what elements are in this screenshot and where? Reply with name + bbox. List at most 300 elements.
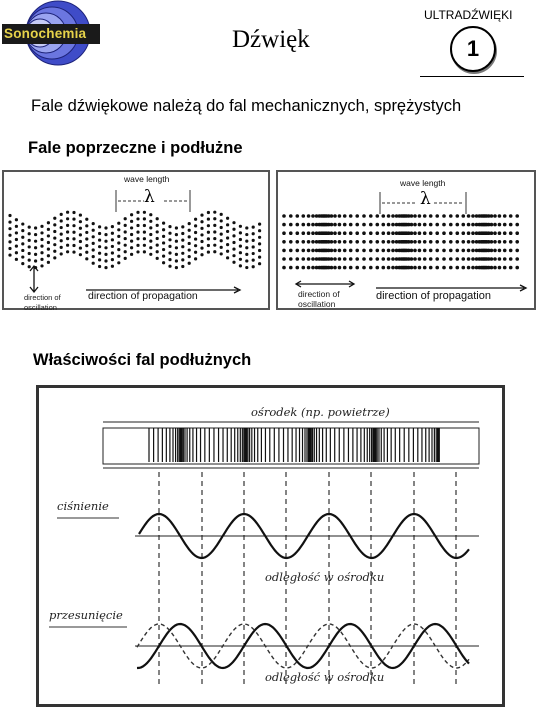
dot — [21, 222, 24, 225]
dot — [207, 231, 210, 234]
dot — [111, 265, 114, 268]
dot — [15, 245, 18, 248]
dot — [92, 229, 95, 232]
dot — [85, 231, 88, 234]
dot — [338, 214, 342, 218]
dot — [461, 249, 465, 253]
dot — [509, 240, 513, 244]
dot — [200, 227, 203, 230]
dot — [15, 225, 18, 228]
dot — [435, 257, 439, 261]
dot — [418, 257, 422, 261]
dot — [349, 257, 353, 261]
dot — [311, 214, 315, 218]
dot — [429, 266, 433, 270]
dot — [355, 257, 359, 261]
dot — [168, 238, 171, 241]
dot — [28, 239, 31, 242]
dot — [503, 231, 507, 235]
dot — [181, 265, 184, 268]
dot — [391, 266, 395, 270]
dot — [381, 214, 385, 218]
dot — [455, 257, 459, 261]
medium-label: ośrodek (np. powietrze) — [251, 405, 390, 419]
dot — [435, 240, 439, 244]
dot — [136, 224, 139, 227]
dot — [493, 257, 497, 261]
dot — [490, 231, 494, 235]
dot — [503, 240, 507, 244]
dot — [34, 253, 37, 256]
dot — [387, 266, 391, 270]
dot — [498, 231, 502, 235]
dot — [239, 231, 242, 234]
dot — [130, 240, 133, 243]
dot — [369, 266, 373, 270]
dot — [355, 266, 359, 270]
dot — [232, 241, 235, 244]
dot — [111, 225, 114, 228]
dot — [258, 242, 261, 245]
dot — [8, 240, 11, 243]
dot — [149, 220, 152, 223]
dot — [442, 223, 446, 227]
dot — [40, 258, 43, 261]
dot — [282, 266, 286, 270]
dot — [381, 231, 385, 235]
dot — [149, 233, 152, 236]
dot — [493, 223, 497, 227]
dot — [168, 225, 171, 228]
dot — [85, 237, 88, 240]
dot — [117, 228, 120, 231]
oscillation-arrow-icon — [294, 280, 356, 288]
dot — [124, 237, 127, 240]
dot — [60, 226, 63, 229]
page-title: Dźwięk — [232, 26, 310, 53]
dot — [226, 223, 229, 226]
dot — [53, 250, 56, 253]
dot — [429, 249, 433, 253]
dot — [60, 252, 63, 255]
dot — [343, 240, 347, 244]
dot — [53, 223, 56, 226]
dot — [181, 258, 184, 261]
dot — [194, 231, 197, 234]
dot — [362, 231, 366, 235]
dot — [423, 223, 427, 227]
dot — [239, 245, 242, 248]
dot — [213, 211, 216, 214]
longitudinal-dot-grid — [282, 214, 519, 269]
dot — [104, 246, 107, 249]
dot — [418, 214, 422, 218]
dot — [429, 240, 433, 244]
header-divider — [420, 76, 524, 77]
dot — [117, 255, 120, 258]
medium-box — [103, 428, 479, 464]
dot — [410, 214, 414, 218]
dot — [220, 233, 223, 236]
dot — [8, 220, 11, 223]
dot — [449, 223, 453, 227]
dot — [391, 257, 395, 261]
dot — [410, 266, 414, 270]
dot — [47, 248, 50, 251]
dot — [369, 257, 373, 261]
intro-text: Fale dźwiękowe należą do fal mechanicznych, sprężystych — [31, 97, 462, 115]
dot — [207, 224, 210, 227]
lambda-symbol: λ — [144, 187, 155, 207]
dot — [471, 231, 475, 235]
dot — [111, 238, 114, 241]
dot — [72, 231, 75, 234]
dot — [330, 249, 334, 253]
dot — [362, 257, 366, 261]
dot — [143, 224, 146, 227]
dot — [21, 242, 24, 245]
dot — [307, 223, 311, 227]
dot — [333, 214, 337, 218]
dot — [301, 257, 305, 261]
dot — [301, 214, 305, 218]
dot — [362, 223, 366, 227]
dot — [245, 246, 248, 249]
dot — [149, 246, 152, 249]
dot — [21, 255, 24, 258]
dot — [245, 259, 248, 262]
dot — [162, 235, 165, 238]
dot — [330, 231, 334, 235]
distance-label-pressure: odległość w ośrodku — [265, 570, 385, 584]
dot — [509, 249, 513, 253]
dot — [387, 231, 391, 235]
dot — [362, 249, 366, 253]
dot — [493, 249, 497, 253]
dot — [307, 266, 311, 270]
dot — [34, 240, 37, 243]
dot — [162, 261, 165, 264]
section-label: ULTRADŹWIĘKI — [424, 8, 513, 22]
dot — [498, 240, 502, 244]
dot — [490, 214, 494, 218]
dot — [258, 229, 261, 232]
dot — [72, 211, 75, 214]
dot — [289, 231, 293, 235]
dot — [245, 226, 248, 229]
dot — [252, 226, 255, 229]
figure-longitudinal-properties — [36, 385, 505, 707]
figure-transverse-wave — [2, 170, 270, 310]
dot — [60, 246, 63, 249]
dot — [442, 257, 446, 261]
dot — [435, 223, 439, 227]
dot — [194, 218, 197, 221]
dot — [245, 233, 248, 236]
dot — [117, 248, 120, 251]
dot — [307, 249, 311, 253]
dot — [239, 251, 242, 254]
displacement-label: przesunięcie — [49, 608, 123, 622]
dot — [349, 214, 353, 218]
dot — [333, 223, 337, 227]
dot — [168, 265, 171, 268]
sonochemia-logo — [0, 0, 108, 72]
dot — [387, 240, 391, 244]
dot — [301, 240, 305, 244]
dot — [143, 237, 146, 240]
dot — [369, 223, 373, 227]
dot — [232, 221, 235, 224]
dot — [461, 257, 465, 261]
dot — [338, 266, 342, 270]
dot — [375, 266, 379, 270]
dot — [471, 223, 475, 227]
dot — [252, 245, 255, 248]
dot — [391, 231, 395, 235]
dot — [92, 255, 95, 258]
dot — [111, 245, 114, 248]
dot — [124, 224, 127, 227]
dot — [226, 230, 229, 233]
dot — [21, 229, 24, 232]
dot — [375, 257, 379, 261]
dot — [449, 249, 453, 253]
dot — [92, 262, 95, 265]
dot — [136, 237, 139, 240]
dot — [311, 223, 315, 227]
dot — [194, 257, 197, 260]
heading-longitudinal-properties: Właściwości fal podłużnych — [33, 351, 252, 369]
dot — [423, 257, 427, 261]
dot — [66, 230, 69, 233]
dot — [471, 240, 475, 244]
dot — [130, 253, 133, 256]
dot — [220, 213, 223, 216]
dot — [295, 257, 299, 261]
dot — [8, 253, 11, 256]
dot — [21, 249, 24, 252]
dot — [410, 249, 414, 253]
dot — [111, 232, 114, 235]
dot — [391, 249, 395, 253]
dot — [490, 266, 494, 270]
dot — [515, 240, 519, 244]
dot — [301, 223, 305, 227]
wave-length-label: wave length — [400, 178, 446, 188]
dot — [72, 244, 75, 247]
dot — [307, 240, 311, 244]
dot — [226, 250, 229, 253]
dot — [149, 213, 152, 216]
dot — [124, 230, 127, 233]
dot — [498, 257, 502, 261]
dot — [418, 231, 422, 235]
dot — [194, 244, 197, 247]
dot — [258, 249, 261, 252]
dot — [413, 223, 417, 227]
dot — [79, 227, 82, 230]
dot — [490, 249, 494, 253]
dot — [455, 249, 459, 253]
dot — [391, 223, 395, 227]
dot — [387, 223, 391, 227]
dot — [349, 231, 353, 235]
dot — [435, 214, 439, 218]
dot — [200, 247, 203, 250]
dot — [72, 224, 75, 227]
dot — [162, 222, 165, 225]
dot — [282, 214, 286, 218]
dot — [156, 230, 159, 233]
dot — [8, 214, 11, 217]
dot — [413, 257, 417, 261]
dot — [391, 240, 395, 244]
dot — [226, 217, 229, 220]
dot — [156, 257, 159, 260]
dot — [72, 217, 75, 220]
dot — [194, 224, 197, 227]
dot — [311, 240, 315, 244]
dot — [418, 266, 422, 270]
dot — [40, 231, 43, 234]
dot — [295, 266, 299, 270]
dot — [435, 231, 439, 235]
dot — [181, 232, 184, 235]
dot — [226, 256, 229, 259]
dot — [92, 235, 95, 238]
dot — [34, 246, 37, 249]
page-number-badge — [450, 26, 496, 72]
dot — [194, 251, 197, 254]
dot — [503, 223, 507, 227]
dot — [338, 240, 342, 244]
dot — [213, 230, 216, 233]
dot — [295, 214, 299, 218]
dot — [232, 228, 235, 231]
dot — [47, 254, 50, 257]
dot — [175, 253, 178, 256]
dot — [213, 244, 216, 247]
dot — [136, 231, 139, 234]
dot — [28, 259, 31, 262]
dot — [130, 213, 133, 216]
dot — [311, 249, 315, 253]
dot — [98, 265, 101, 268]
dot — [467, 240, 471, 244]
dot — [66, 224, 69, 227]
dot — [375, 214, 379, 218]
dot — [98, 258, 101, 261]
dot — [21, 262, 24, 265]
dot — [355, 223, 359, 227]
dot — [15, 238, 18, 241]
dot — [149, 239, 152, 242]
dot — [252, 265, 255, 268]
dot — [355, 214, 359, 218]
dot — [47, 221, 50, 224]
dot — [47, 234, 50, 237]
dot — [369, 231, 373, 235]
dot — [449, 266, 453, 270]
dot — [79, 246, 82, 249]
dot — [362, 266, 366, 270]
dot — [15, 251, 18, 254]
dot — [245, 253, 248, 256]
dot — [375, 223, 379, 227]
dot — [200, 253, 203, 256]
dot — [200, 240, 203, 243]
dot — [301, 249, 305, 253]
dot — [509, 231, 513, 235]
dot — [15, 258, 18, 261]
dot — [338, 249, 342, 253]
dot — [175, 226, 178, 229]
dot — [503, 249, 507, 253]
dot — [143, 250, 146, 253]
dot — [282, 249, 286, 253]
dot — [413, 249, 417, 253]
dot — [410, 257, 414, 261]
dot — [429, 223, 433, 227]
dot — [467, 214, 471, 218]
dot — [455, 240, 459, 244]
dot — [418, 249, 422, 253]
dot — [375, 249, 379, 253]
dot — [343, 231, 347, 235]
dot — [418, 223, 422, 227]
dot — [207, 217, 210, 220]
dot — [143, 217, 146, 220]
dot — [175, 233, 178, 236]
dot — [423, 266, 427, 270]
dot — [168, 232, 171, 235]
dot — [387, 214, 391, 218]
dot — [156, 250, 159, 253]
dot — [66, 250, 69, 253]
dot — [442, 231, 446, 235]
dot — [226, 236, 229, 239]
dot — [104, 233, 107, 236]
dot — [207, 250, 210, 253]
dot — [258, 222, 261, 225]
dot — [188, 229, 191, 232]
dot — [330, 223, 334, 227]
dot — [181, 225, 184, 228]
dot — [181, 245, 184, 248]
dot — [515, 231, 519, 235]
dot — [449, 231, 453, 235]
dot — [85, 257, 88, 260]
dot — [330, 240, 334, 244]
dot — [85, 251, 88, 254]
dot — [282, 223, 286, 227]
direction-of-propagation-label: direction of propagation — [88, 290, 198, 302]
dot — [423, 240, 427, 244]
dot — [461, 223, 465, 227]
dot — [188, 262, 191, 265]
dot — [461, 214, 465, 218]
dot — [252, 232, 255, 235]
dot — [311, 231, 315, 235]
dot — [355, 249, 359, 253]
dot — [410, 240, 414, 244]
dot — [449, 240, 453, 244]
dot — [188, 255, 191, 258]
dot — [413, 231, 417, 235]
dot — [213, 237, 216, 240]
dot — [98, 245, 101, 248]
